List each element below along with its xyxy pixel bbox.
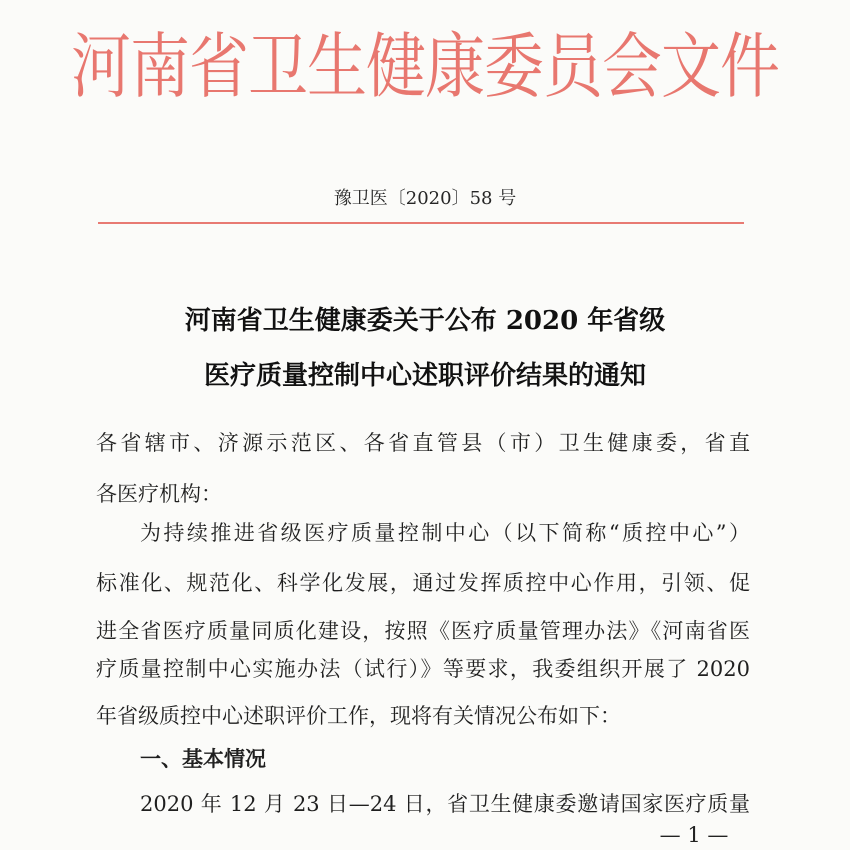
body-paragraph-line-1: 为持续推进省级医疗质量控制中心（以下简称“质控中心”） bbox=[140, 521, 750, 545]
notice-title-line-2: 医疗质量控制中心述职评价结果的通知 bbox=[203, 361, 646, 391]
masthead-title: 河南省卫生健康委员会文件 bbox=[71, 26, 779, 109]
section-first-line: 2020 年 12 月 23 日—24 日，省卫生健康委邀请国家医疗质量 bbox=[140, 792, 750, 816]
recipient-line-1: 各省辖市、济源示范区、各省直管县（市）卫生健康委，省直 bbox=[96, 431, 750, 455]
body-paragraph-line-5: 年省级质控中心述职评价工作，现将有关情况公布如下： bbox=[96, 704, 621, 728]
document-number: 豫卫医〔2020〕58 号 bbox=[333, 188, 517, 209]
body-paragraph-line-3: 进全省医疗质量同质化建设，按照《医疗质量管理办法》《河南省医 bbox=[96, 619, 750, 643]
section-heading: 一、基本情况 bbox=[140, 746, 266, 771]
recipient-line-2: 各医疗机构： bbox=[96, 482, 222, 506]
body-paragraph-line-2: 标准化、规范化、科学化发展，通过发挥质控中心作用，引领、促 bbox=[96, 571, 750, 595]
notice-title-line-1: 河南省卫生健康委关于公布 2020 年省级 bbox=[184, 306, 666, 336]
body-paragraph-line-4: 疗质量控制中心实施办法（试行）》等要求，我委组织开展了 2020 bbox=[96, 657, 750, 681]
page-number: — 1 — bbox=[659, 823, 729, 847]
red-divider-line bbox=[98, 222, 744, 224]
